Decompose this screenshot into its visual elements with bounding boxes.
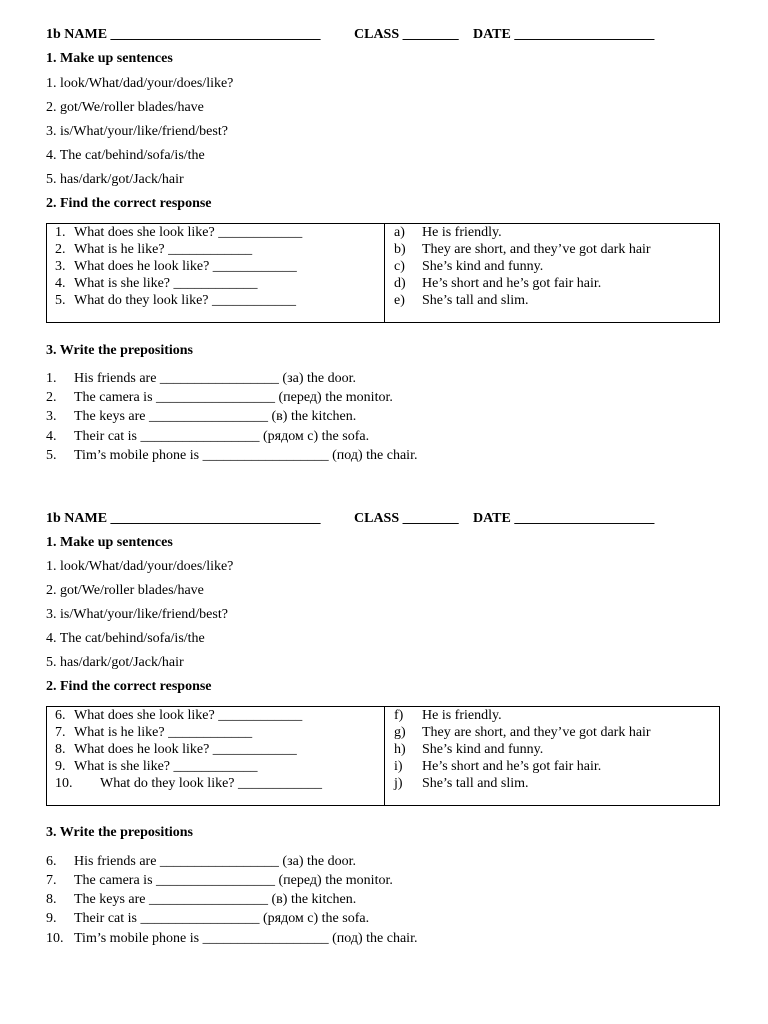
header-date-label: DATE ____________________ [473,27,655,42]
answer-text: She’s tall and slim. [422,293,529,308]
sentence-item: 2. got/We/roller blades/have [46,100,204,115]
question-row [55,707,302,724]
answer-row [394,258,543,275]
header-class-label: CLASS ________ [354,511,459,526]
question-text: What is she like? ____________ [74,759,258,774]
question-number: 8. [55,742,66,757]
item-text: Tim’s mobile phone is __________________ (под) the chair. [74,931,418,946]
answer-text: She’s kind and funny. [422,259,544,274]
preposition-item [46,853,356,870]
answer-row [394,741,543,758]
question-text: What does she look like? ____________ [74,225,303,240]
answer-letter: g) [394,725,406,740]
item-number: 4. [46,429,57,444]
question-row [55,292,296,309]
answer-text: He’s short and he’s got fair hair. [422,759,602,774]
sentence-item: 5. has/dark/got/Jack/hair [46,655,184,670]
preposition-item [46,408,356,425]
answer-row [394,758,601,775]
answer-text: She’s kind and funny. [422,742,544,757]
matching-table [46,706,720,806]
answer-text: He is friendly. [422,225,502,240]
sentence-item: 4. The cat/behind/sofa/is/the [46,148,205,163]
answer-letter: h) [394,742,406,757]
question-row [55,758,258,775]
question-number: 9. [55,759,66,774]
answer-row [394,275,601,292]
answer-text: He is friendly. [422,708,502,723]
answer-text: They are short, and they’ve got dark hair [422,725,651,740]
question-row [55,775,322,792]
question-text: What do they look like? ____________ [100,776,323,791]
header-name-label: 1b NAME ______________________________ [46,511,321,526]
item-number: 5. [46,448,57,463]
question-row [55,258,297,275]
item-text: Tim’s mobile phone is __________________ (под) the chair. [74,448,418,463]
answer-row [394,292,529,309]
answer-letter: f) [394,708,404,723]
question-row [55,224,302,241]
header-name-label: 1b NAME ______________________________ [46,27,321,42]
item-number: 7. [46,873,57,888]
question-text: What is he like? ____________ [74,725,253,740]
question-number: 10. [55,776,73,791]
header-class-label: CLASS ________ [354,27,459,42]
table-divider [384,224,385,322]
question-row [55,241,252,258]
question-row [55,724,252,741]
answer-letter: a) [394,225,405,240]
item-number: 1. [46,371,57,386]
answer-letter: b) [394,242,406,257]
question-number: 5. [55,293,66,308]
question-number: 4. [55,276,66,291]
sentence-item: 3. is/What/your/like/friend/best? [46,607,228,622]
item-text: The keys are _________________ (в) the kitchen. [74,892,357,907]
question-number: 3. [55,259,66,274]
answer-row [394,241,651,258]
question-number: 6. [55,708,66,723]
section2-title: 2. Find the correct response [46,196,212,211]
answer-text: She’s tall and slim. [422,776,529,791]
answer-letter: e) [394,293,405,308]
answer-row [394,724,651,741]
matching-table [46,223,720,323]
item-text: The camera is _________________ (перед) the monitor. [74,390,393,405]
item-text: The camera is _________________ (перед) the monitor. [74,873,393,888]
question-text: What does she look like? ____________ [74,708,303,723]
question-text: What do they look like? ____________ [74,293,297,308]
preposition-item [46,910,369,927]
preposition-item [46,370,356,387]
answer-letter: c) [394,259,405,274]
item-number: 9. [46,911,57,926]
item-text: His friends are _________________ (за) the door. [74,854,356,869]
question-text: What does he look like? ____________ [74,259,297,274]
question-number: 7. [55,725,66,740]
sentence-item: 5. has/dark/got/Jack/hair [46,172,184,187]
sentence-item: 4. The cat/behind/sofa/is/the [46,631,205,646]
section3-title: 3. Write the prepositions [46,343,194,358]
answer-row [394,775,529,792]
question-number: 2. [55,242,66,257]
item-number: 3. [46,409,57,424]
answer-letter: d) [394,276,406,291]
answer-row [394,707,502,724]
question-text: What is she like? ____________ [74,276,258,291]
question-text: What does he look like? ____________ [74,742,297,757]
table-divider [384,707,385,805]
section2-title: 2. Find the correct response [46,679,212,694]
question-row [55,275,258,292]
answer-text: They are short, and they’ve got dark hair [422,242,651,257]
item-text: The keys are _________________ (в) the kitchen. [74,409,357,424]
preposition-item [46,930,417,947]
preposition-item [46,389,393,406]
sentence-item: 1. look/What/dad/your/does/like? [46,559,234,574]
question-row [55,741,297,758]
preposition-item [46,447,417,464]
item-number: 2. [46,390,57,405]
item-text: Their cat is _________________ (рядом с) the sofa. [74,911,370,926]
item-number: 10. [46,931,64,946]
question-text: What is he like? ____________ [74,242,253,257]
item-text: Their cat is _________________ (рядом с) the sofa. [74,429,370,444]
answer-letter: i) [394,759,403,774]
answer-letter: j) [394,776,403,791]
section3-title: 3. Write the prepositions [46,825,194,840]
answer-text: He’s short and he’s got fair hair. [422,276,602,291]
preposition-item [46,891,356,908]
preposition-item [46,428,369,445]
answer-row [394,224,502,241]
question-number: 1. [55,225,66,240]
header-date-label: DATE ____________________ [473,511,655,526]
preposition-item [46,872,393,889]
sentence-item: 3. is/What/your/like/friend/best? [46,124,228,139]
section1-title: 1. Make up sentences [46,535,173,550]
item-text: His friends are _________________ (за) the door. [74,371,356,386]
sentence-item: 2. got/We/roller blades/have [46,583,204,598]
sentence-item: 1. look/What/dad/your/does/like? [46,76,234,91]
item-number: 6. [46,854,57,869]
item-number: 8. [46,892,57,907]
section1-title: 1. Make up sentences [46,51,173,66]
